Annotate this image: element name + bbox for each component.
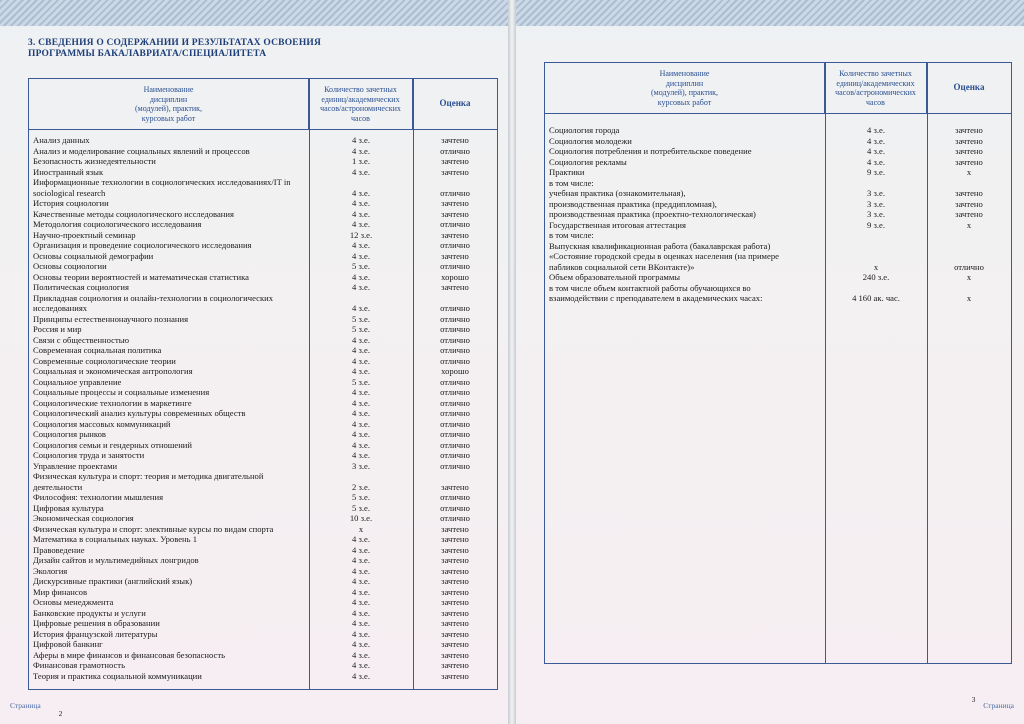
table-row xyxy=(29,587,497,598)
discipline-name: Социология массовых коммуникаций xyxy=(33,418,171,429)
grade: отлично xyxy=(440,429,470,439)
table-row xyxy=(29,146,497,157)
footer-label: Страница xyxy=(10,701,41,710)
discipline-name: Иностранный язык xyxy=(33,166,104,177)
discipline-name: в том числе: xyxy=(549,230,594,240)
grade: зачтено xyxy=(955,146,983,156)
discipline-name: Социологические технологии в маркетинге xyxy=(33,397,192,408)
table-row xyxy=(545,188,1011,199)
grade: зачтено xyxy=(955,198,983,209)
table-row xyxy=(29,156,497,167)
credit-units: 3 з.е. xyxy=(867,198,885,209)
table-row xyxy=(29,230,497,241)
left-page xyxy=(0,0,508,724)
credit-units: 10 з.е. xyxy=(349,513,373,523)
page-footer xyxy=(971,695,1014,710)
credit-units: 4 з.е. xyxy=(352,618,370,628)
credit-units: 4 з.е. xyxy=(352,429,370,439)
grade: зачтено xyxy=(441,282,469,292)
discipline-name: Выпускная квалификационная работа (бакалаврская работа) «Состояние городской среды в оценках населения (на примере пабликов социальной сети ВКонтакте)» xyxy=(549,240,779,272)
table-row xyxy=(29,555,497,566)
table-row xyxy=(29,293,497,314)
credit-units: 5 з.е. xyxy=(352,324,370,334)
discipline-name: Современная социальная политика xyxy=(33,345,162,355)
credit-units: 4 з.е. xyxy=(352,145,370,156)
discipline-name: Организация и проведение социологического исследования xyxy=(33,240,252,250)
discipline-name: Социальная и экономическая антропология xyxy=(33,366,193,376)
grade: отлично xyxy=(440,355,470,366)
grade: зачтено xyxy=(441,156,469,166)
table-row xyxy=(29,377,497,388)
table-row xyxy=(29,471,497,492)
header-disciplines: Наименование дисциплин (модулей), практик, курсовых работ xyxy=(545,63,825,113)
credit-units: 4 з.е. xyxy=(352,555,370,565)
discipline-name: учебная практика (ознакомительная), xyxy=(549,188,686,198)
credit-units: 4 з.е. xyxy=(352,597,370,607)
credit-units: 4 з.е. xyxy=(352,660,370,670)
credit-units: 4 з.е. xyxy=(352,135,370,145)
grade: отлично xyxy=(440,439,470,450)
credit-units: 4 з.е. xyxy=(352,208,370,219)
discipline-name: Социальные процессы и социальные изменения xyxy=(33,387,210,397)
grade: отлично xyxy=(440,345,470,355)
discipline-name: Информационные технологии в социологических исследованиях/IT in sociological research xyxy=(33,177,291,198)
table-row xyxy=(545,230,1011,241)
credit-units: 4 з.е. xyxy=(867,146,885,156)
table-row xyxy=(29,240,497,251)
table-row xyxy=(29,545,497,556)
discipline-name: Социология рекламы xyxy=(549,156,627,167)
discipline-name: Принципы естественнонаучного познания xyxy=(33,313,189,324)
grade: отлично xyxy=(440,397,470,408)
table-row xyxy=(545,136,1011,147)
grade: зачтено xyxy=(441,576,469,586)
credit-units: 9 з.е. xyxy=(867,219,885,230)
table-body xyxy=(29,135,497,681)
section-title: 3. СВЕДЕНИЯ О СОДЕРЖАНИИ И РЕЗУЛЬТАТАХ ОСВОЕНИЯ ПРОГРАММЫ БАКАЛАВРИАТА/СПЕЦИАЛИТЕТА xyxy=(28,38,322,59)
table-row xyxy=(29,167,497,178)
grade: отлично xyxy=(440,376,470,387)
credit-units: 4 з.е. xyxy=(352,187,370,198)
grade: зачтено xyxy=(441,607,469,618)
table-header xyxy=(545,63,1011,114)
grade: зачтено xyxy=(441,523,469,534)
discipline-name: Теория и практика социальной коммуникации xyxy=(33,670,202,681)
table-row xyxy=(545,209,1011,220)
credit-units: 4 з.е. xyxy=(352,282,370,292)
table-row xyxy=(29,282,497,293)
grade: зачтено xyxy=(441,166,469,177)
discipline-name: Научно-проектный семинар xyxy=(33,229,136,240)
credit-units: 4 з.е. xyxy=(352,271,370,282)
grade: зачтено xyxy=(441,670,469,681)
credit-units: 12 з.е. xyxy=(349,229,373,240)
grade: отлично xyxy=(440,387,470,397)
credit-units: 4 з.е. xyxy=(352,219,370,229)
credit-units: 4 з.е. xyxy=(352,544,370,555)
footer-label: Страница xyxy=(983,701,1014,710)
table-row xyxy=(29,219,497,230)
table-row xyxy=(29,335,497,346)
grade: зачтено xyxy=(441,544,469,555)
discipline-name: Социология рынков xyxy=(33,429,106,439)
table-row xyxy=(29,408,497,419)
discipline-name: Цифровой банкинг xyxy=(33,639,103,649)
credit-units: 9 з.е. xyxy=(867,167,885,177)
header-grade: Оценка xyxy=(953,82,985,93)
credit-units: 1 з.е. xyxy=(352,156,370,166)
credit-units: 4 з.е. xyxy=(867,156,885,167)
grade: зачтено xyxy=(441,649,469,660)
credit-units: 4 з.е. xyxy=(867,125,885,135)
table-row xyxy=(29,503,497,514)
discipline-name: Социология молодежи xyxy=(549,135,632,146)
table-row xyxy=(29,398,497,409)
table-row xyxy=(29,608,497,619)
discipline-name: Управление проектами xyxy=(33,460,118,471)
page-footer xyxy=(10,701,63,718)
discipline-name: Россия и мир xyxy=(33,324,82,334)
table-row xyxy=(29,450,497,461)
grade: отлично xyxy=(440,145,470,156)
table-row xyxy=(29,671,497,682)
credit-units xyxy=(825,230,927,241)
credit-units: 4 з.е. xyxy=(352,198,370,208)
discipline-name: Финансовая грамотность xyxy=(33,660,125,670)
credit-units: 3 з.е. xyxy=(352,460,370,471)
table-row xyxy=(29,429,497,440)
grade: зачтено xyxy=(955,135,983,146)
discipline-name: Цифровая культура xyxy=(33,502,104,513)
grade: зачтено xyxy=(441,481,469,492)
grade xyxy=(927,178,1011,189)
table-row xyxy=(29,177,497,198)
table-row xyxy=(545,157,1011,168)
table-row xyxy=(29,198,497,209)
grade: отлично xyxy=(440,187,470,198)
grade: отлично xyxy=(440,219,470,229)
credit-units: 4 з.е. xyxy=(352,334,370,345)
discipline-name: Прикладная социология и онлайн-технологии в социологических исследованиях xyxy=(33,292,274,313)
credit-units: 240 з.е. xyxy=(862,272,890,282)
discipline-name: Основы социологии xyxy=(33,261,107,271)
grade: зачтено xyxy=(441,597,469,607)
credit-units: 4 з.е. xyxy=(352,439,370,450)
discipline-name: Качественные методы социологического исследования xyxy=(33,208,234,219)
grade: отлично xyxy=(440,492,470,502)
right-page xyxy=(516,0,1024,724)
grade: отлично xyxy=(440,450,470,460)
table-row xyxy=(29,387,497,398)
table-row xyxy=(545,146,1011,157)
grade: зачтено xyxy=(441,660,469,670)
discipline-name: Социология города xyxy=(549,125,620,135)
grade: х xyxy=(966,272,972,282)
grade: х xyxy=(966,219,972,230)
grade: зачтено xyxy=(441,250,469,261)
table-row xyxy=(29,314,497,325)
credit-units: х xyxy=(358,523,364,534)
discipline-name: Основы социальной демографии xyxy=(33,250,154,261)
grade: зачтено xyxy=(441,639,469,649)
grade: зачтено xyxy=(441,208,469,219)
table-row xyxy=(545,283,1011,304)
table-row xyxy=(29,566,497,577)
disciplines-table-right xyxy=(544,62,1012,664)
credit-units: 5 з.е. xyxy=(352,376,370,387)
grade: зачтено xyxy=(955,156,983,167)
credit-units: 5 з.е. xyxy=(352,502,370,513)
credit-units: 4 з.е. xyxy=(352,670,370,681)
grade: отлично xyxy=(440,261,470,271)
grade: зачтено xyxy=(441,628,469,639)
table-row xyxy=(29,440,497,451)
discipline-name: Социальное управление xyxy=(33,376,122,387)
table-row xyxy=(29,597,497,608)
discipline-name: История французской литературы xyxy=(33,628,158,639)
header-credits: Количество зачетных единиц/академических часов/астрономических часов xyxy=(309,79,413,129)
grade: зачтено xyxy=(441,586,469,597)
grade: зачтено xyxy=(955,209,983,219)
discipline-name: Социологический анализ культуры современных обществ xyxy=(33,408,246,418)
grade: отлично xyxy=(440,240,470,250)
table-row xyxy=(29,492,497,503)
grade: отлично xyxy=(440,408,470,418)
credit-units: 4 з.е. xyxy=(352,450,370,460)
top-ornament-band xyxy=(0,0,508,26)
credit-units: 5 з.е. xyxy=(352,261,370,271)
discipline-name: Государственная итоговая аттестация xyxy=(549,219,686,230)
page-number: 2 xyxy=(58,709,63,718)
credit-units: 4 з.е. xyxy=(352,607,370,618)
table-row xyxy=(29,534,497,545)
credit-units: 5 з.е. xyxy=(352,492,370,502)
table-row xyxy=(545,167,1011,178)
credit-units xyxy=(825,178,927,189)
table-row xyxy=(545,220,1011,231)
discipline-name: в том числе объем контактной работы обучающихся во взаимодействии с преподавателем в академических часах: xyxy=(549,282,763,303)
credit-units: 3 з.е. xyxy=(867,188,885,198)
grade: отлично xyxy=(954,261,984,272)
discipline-name: Банковские продукты и услуги xyxy=(33,607,146,618)
grade: отлично xyxy=(440,418,470,429)
discipline-name: Экономическая социология xyxy=(33,513,134,523)
grade: зачтено xyxy=(441,565,469,576)
credit-units: 2 з.е. xyxy=(352,481,370,492)
table-row xyxy=(29,461,497,472)
discipline-name: Основы теории вероятностей и математическая статистика xyxy=(33,271,249,282)
grade: зачтено xyxy=(441,618,469,628)
table-row xyxy=(29,366,497,377)
credit-units: 4 з.е. xyxy=(352,408,370,418)
credit-units: 4 з.е. xyxy=(352,565,370,576)
header-credits: Количество зачетных единиц/академических часов/астрономических часов xyxy=(825,63,927,113)
discipline-name: в том числе: xyxy=(549,177,594,188)
discipline-name: Современные социологические теории xyxy=(33,355,176,366)
grade: х xyxy=(966,293,972,303)
credit-units: 4 з.е. xyxy=(352,345,370,355)
discipline-name: Физическая культура и спорт: теория и методика двигательной деятельности xyxy=(33,471,264,492)
credit-units: 4 з.е. xyxy=(867,135,885,146)
grade: отлично xyxy=(440,502,470,513)
discipline-name: Аферы в мире финансов и финансовая безопасность xyxy=(33,649,226,660)
table-row xyxy=(545,125,1011,136)
grade: отлично xyxy=(440,334,470,345)
table-row xyxy=(545,199,1011,210)
credit-units: 3 з.е. xyxy=(867,209,885,219)
discipline-name: производственная практика (преддипломная), xyxy=(549,198,717,209)
table-body xyxy=(545,125,1011,304)
disciplines-table-left xyxy=(28,78,498,690)
discipline-name: производственная практика (проектно-технологическая) xyxy=(549,209,756,219)
table-row xyxy=(29,639,497,650)
grade: отлично xyxy=(440,513,470,523)
table-row xyxy=(29,524,497,535)
credit-units: 5 з.е. xyxy=(352,313,370,324)
grade: зачтено xyxy=(441,198,469,208)
table-row xyxy=(29,660,497,671)
page-number: 3 xyxy=(971,695,976,704)
grade: отлично xyxy=(440,303,470,313)
grade xyxy=(927,230,1011,241)
discipline-name: Философия: технологии мышления xyxy=(33,492,164,502)
credit-units: 4 з.е. xyxy=(352,303,370,313)
credit-units: 4 з.е. xyxy=(352,250,370,261)
grade: отлично xyxy=(440,313,470,324)
table-row xyxy=(29,513,497,524)
table-row xyxy=(29,324,497,335)
discipline-name: Мир финансов xyxy=(33,586,88,597)
credit-units: 4 з.е. xyxy=(352,418,370,429)
discipline-name: Дизайн сайтов и мультимедийных лонгридов xyxy=(33,555,199,565)
grade: зачтено xyxy=(441,555,469,565)
grade: зачтено xyxy=(441,135,469,145)
discipline-name: Связи с общественностью xyxy=(33,334,130,345)
table-row xyxy=(545,272,1011,283)
discipline-name: Экология xyxy=(33,565,68,576)
header-grade: Оценка xyxy=(439,98,471,109)
discipline-name: Дискурсивные практики (английский язык) xyxy=(33,576,193,586)
discipline-name: Анализ данных xyxy=(33,135,90,145)
table-row xyxy=(29,272,497,283)
discipline-name: Правоведение xyxy=(33,544,85,555)
credit-units: 4 з.е. xyxy=(352,366,370,376)
grade: зачтено xyxy=(955,125,983,135)
credit-units: 4 з.е. xyxy=(352,387,370,397)
credit-units: 4 з.е. xyxy=(352,586,370,597)
discipline-name: Методология социологического исследования xyxy=(33,219,202,229)
discipline-name: Безопасность жизнедеятельности xyxy=(33,156,156,166)
credit-units: 4 з.е. xyxy=(352,355,370,366)
grade: зачтено xyxy=(441,534,469,544)
table-row xyxy=(29,576,497,587)
credit-units: 4 160 ак. час. xyxy=(852,293,900,303)
discipline-name: Политическая социология xyxy=(33,282,129,292)
table-row xyxy=(29,261,497,272)
credit-units: 4 з.е. xyxy=(352,397,370,408)
discipline-name: Социология труда и занятости xyxy=(33,450,145,460)
table-row xyxy=(29,209,497,220)
table-row xyxy=(29,135,497,146)
credit-units: х xyxy=(873,261,879,272)
table-row xyxy=(29,650,497,661)
discipline-name: Анализ и моделирование социальных явлений и процессов xyxy=(33,145,250,156)
discipline-name: Социология семьи и гендерных отношений xyxy=(33,439,192,450)
grade: хорошо xyxy=(441,366,469,376)
grade: зачтено xyxy=(955,188,983,198)
credit-units: 4 з.е. xyxy=(352,639,370,649)
discipline-name: История социологии xyxy=(33,198,109,208)
grade: хорошо xyxy=(441,271,469,282)
credit-units: 4 з.е. xyxy=(352,628,370,639)
table-row xyxy=(545,178,1011,189)
table-row xyxy=(29,345,497,356)
discipline-name: Математика в социальных науках. Уровень 1 xyxy=(33,534,198,544)
grade: х xyxy=(966,167,972,177)
table-row xyxy=(29,251,497,262)
table-row xyxy=(29,618,497,629)
credit-units: 4 з.е. xyxy=(352,534,370,544)
grade: зачтено xyxy=(441,229,469,240)
credit-units: 4 з.е. xyxy=(352,649,370,660)
discipline-name: Цифровые решения в образовании xyxy=(33,618,160,628)
discipline-name: Социология потребления и потребительское поведение xyxy=(549,146,752,156)
table-row xyxy=(29,419,497,430)
top-ornament-band xyxy=(516,0,1024,26)
grade: отлично xyxy=(440,324,470,334)
credit-units: 4 з.е. xyxy=(352,166,370,177)
header-disciplines: Наименование дисциплин (модулей), практик, курсовых работ xyxy=(29,79,309,129)
table-row xyxy=(545,241,1011,273)
table-header xyxy=(29,79,497,130)
book-spine xyxy=(508,0,516,724)
table-row xyxy=(29,356,497,367)
table-row xyxy=(29,629,497,640)
credit-units: 4 з.е. xyxy=(352,240,370,250)
discipline-name: Физическая культура и спорт: элективные курсы по видам спорта xyxy=(33,523,274,534)
discipline-name: Практики xyxy=(549,167,585,177)
discipline-name: Объем образовательной программы xyxy=(549,272,681,282)
discipline-name: Основы менеджмента xyxy=(33,597,114,607)
grade: отлично xyxy=(440,460,470,471)
credit-units: 4 з.е. xyxy=(352,576,370,586)
